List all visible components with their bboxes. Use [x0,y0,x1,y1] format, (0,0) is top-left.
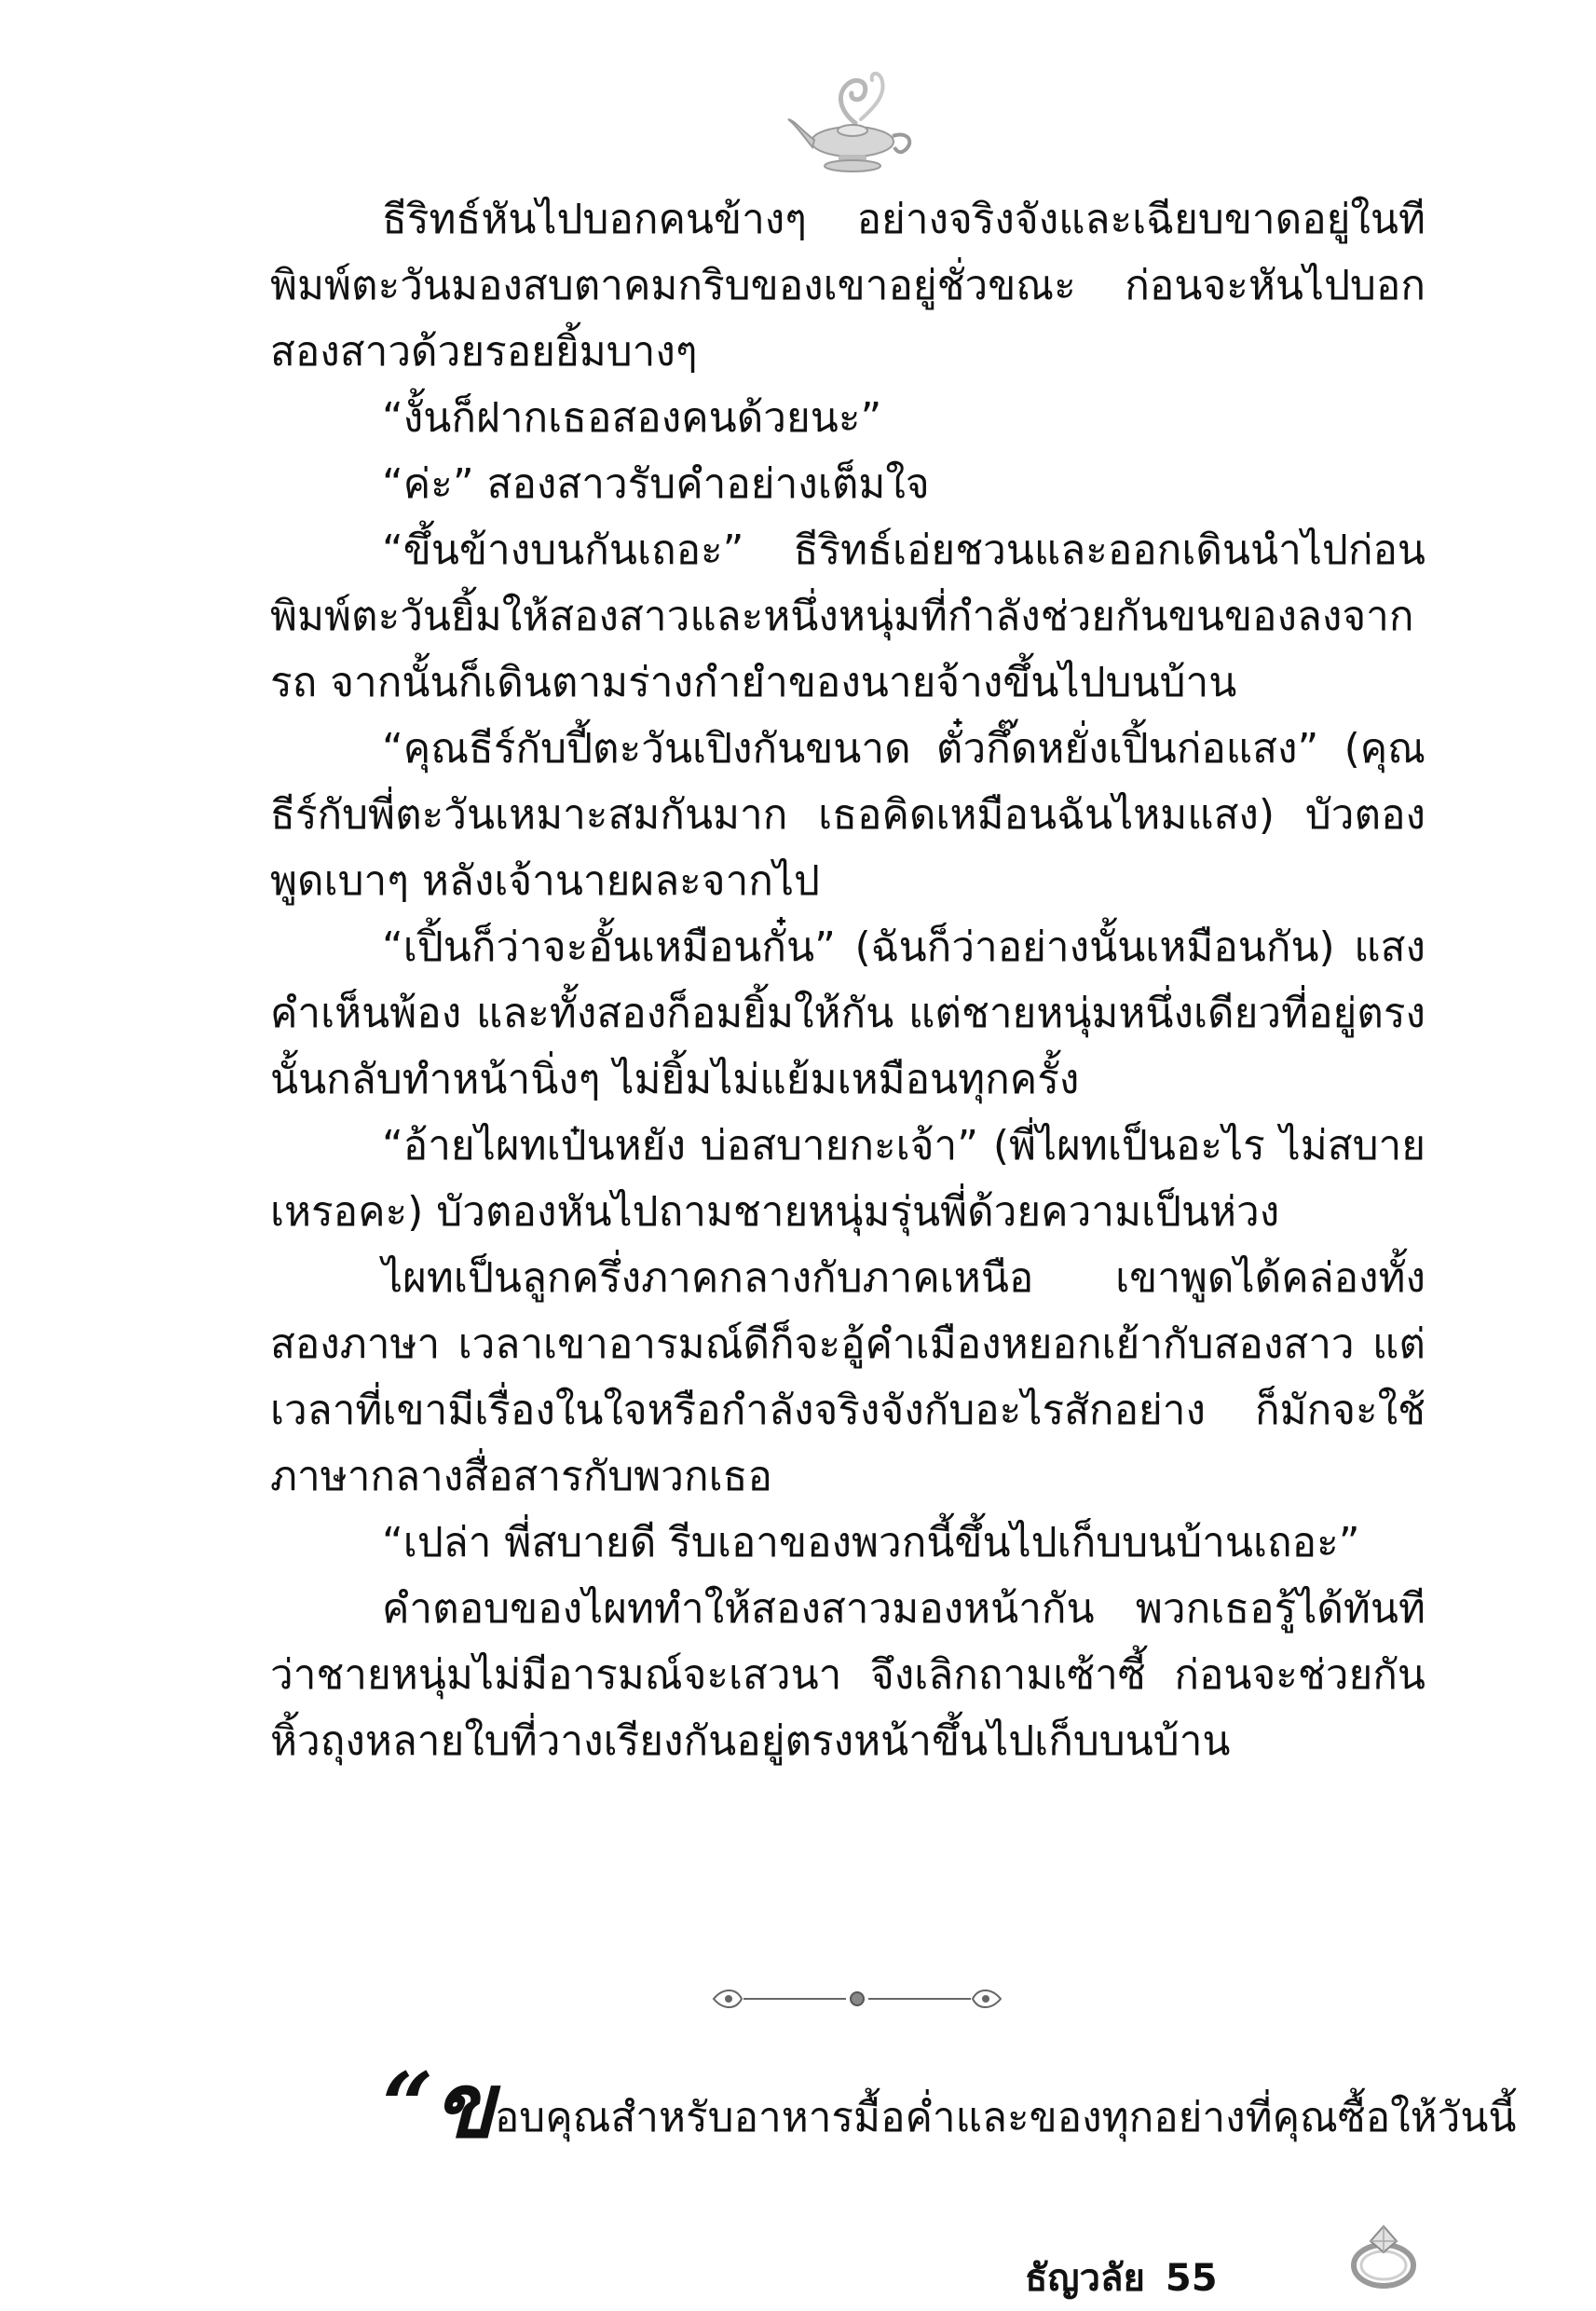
paragraph: ธีริทธ์หันไปบอกคนข้างๆ อย่างจริงจังและเฉียบขาดอยู่ในที พิมพ์ตะวันมองสบตาคมกริบของเขาอยู่ชั่วขณะ ก่อนจะหันไปบอกสองสาวด้วยรอยยิ้มบางๆ [270,196,1425,376]
paragraph: “เปล่า พี่สบายดี รีบเอาของพวกนี้ขึ้นไปเก็บบนบ้านเถอะ” [382,1519,1360,1566]
ring-icon [1346,2221,1421,2291]
paragraph: “อ้ายไผทเป๋นหยัง บ่อสบายกะเจ้า” (พี่ไผทเป็นอะไร ไม่สบายเหรอคะ) บัวตองหันไปถามชายหนุ่มรุ่นพี่ด้วยความเป็นห่วง [270,1122,1425,1236]
chapter-opening [382,2053,1517,2160]
paragraph: “ค่ะ” สองสาวรับคำอย่างเต็มใจ [382,460,930,508]
drop-cap-quote: “ [382,2053,434,2158]
body-text [270,186,1425,1774]
paragraph: “งั้นก็ฝากเธอสองคนด้วยนะ” [382,394,882,442]
paragraph: ไผทเป็นลูกครึ่งภาคกลางกับภาคเหนือ เขาพูดได้คล่องทั้งสองภาษา เวลาเขาอารมณ์ดีก็จะอู้คำเมืองหยอกเย้ากับสองสาว แต่เวลาที่เขามีเรื่องในใจหรือกำลังจริงจังกับอะไรสักอย่าง ก็มักจะใช้ภาษากลางสื่อสารกับพวกเธอ [270,1254,1425,1500]
paragraph: “เปิ้นก็ว่าจะอั้นเหมือนกั๋น” (ฉันก็ว่าอย่างนั้นเหมือนกัน) แสงคำเห็นพ้อง และทั้งสองก็อมยิ้มให้กัน แต่ชายหนุ่มหนึ่งเดียวที่อยู่ตรงนั้นกลับทำหน้านิ่งๆ ไม่ยิ้มไม่แย้มเหมือนทุกครั้ง [270,923,1425,1103]
page-footer [1025,2248,1218,2307]
paragraph: “คุณธีร์กับปี้ตะวันเปิงกันขนาด ตั๋วกึ๊ดหยั่งเปิ้นก่อแสง” (คุณธีร์กับพี่ตะวันเหมาะสมกันมาก เธอคิดเหมือนฉันไหมแสง) บัวตองพูดเบาๆ หลังเจ้านายผละจากไป [270,725,1425,905]
footer-title: ธัญวลัย [1025,2257,1145,2300]
paragraph: คำตอบของไผททำให้สองสาวมองหน้ากัน พวกเธอรู้ได้ทันทีว่าชายหนุ่มไม่มีอารมณ์จะเสวนา จึงเลิกถามเซ้าซี้ ก่อนจะช่วยกันหิ้วถุงหลายใบที่วางเรียงกันอยู่ตรงหน้าขึ้นไปเก็บบนบ้าน [270,1585,1425,1765]
drop-cap-letter: ข [433,2053,495,2158]
page-number: 55 [1165,2257,1218,2300]
opening-line: อบคุณสำหรับอาหารมื้อค่ำและของทุกอย่างที่คุณซื้อให้วันนี้ [494,2094,1517,2141]
paragraph: “ขึ้นข้างบนกันเถอะ” ธีริทธ์เอ่ยชวนและออกเดินนำไปก่อน พิมพ์ตะวันยิ้มให้สองสาวและหนึ่งหนุ่มที่กำลังช่วยกันขนของลงจากรถ จากนั้นก็เดินตามร่างกำยำของนายจ้างขึ้นไปบนบ้าน [270,526,1425,706]
magic-lamp-icon [783,65,922,177]
ornamental-divider-icon [708,1983,1006,2015]
